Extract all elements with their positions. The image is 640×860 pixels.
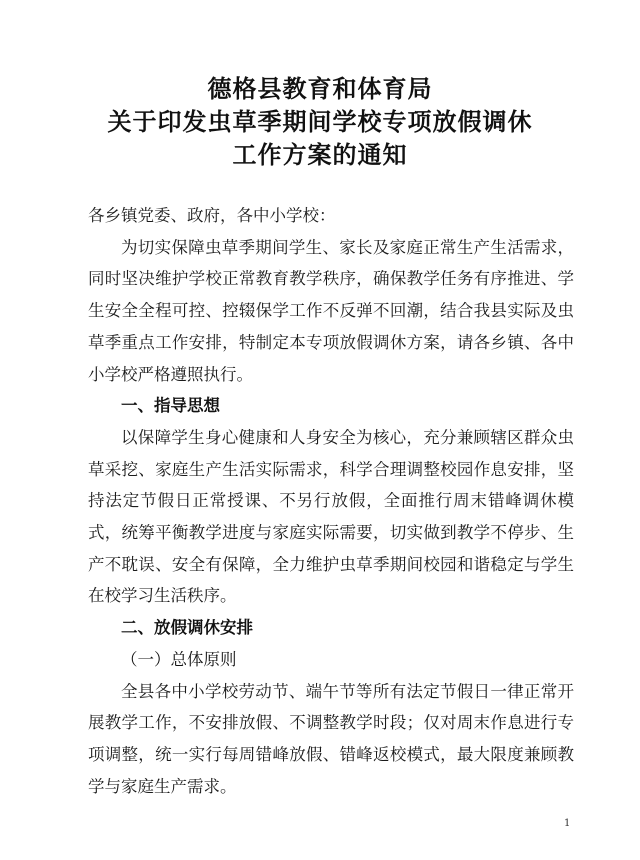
section-1-paragraph: 以保障学生身心健康和人身安全为核心，充分兼顾辖区群众虫草采挖、家庭生产生活实际需求，科学合理调整校园作息安排，坚持法定节假日正常授课、不另行放假，全面推行周末错峰调休模式，统筹平衡教学进度与家庭实际需要，切实做到教学不停步、生产不耽误、安全有保障，全力维护虫草季期间校园和谐稳定与学生在校学习生活秩序。	[88, 427, 574, 606]
page-number: 1	[564, 818, 571, 829]
section-2-heading: 二、放假调休安排	[121, 618, 253, 638]
title-line-1: 德格县教育和体育局	[207, 74, 433, 103]
title-line-2: 关于印发虫草季期间学校专项放假调休	[107, 107, 533, 136]
title-line-3: 工作方案的通知	[232, 140, 408, 169]
document-title	[0, 72, 640, 171]
subsection-1-heading: （一）总体原则	[121, 649, 237, 669]
document-body	[88, 200, 574, 802]
intro-paragraph: 为切实保障虫草季期间学生、家长及家庭正常生产生活需求，同时坚决维护学校正常教育教学秩序，确保教学任务有序推进、学生安全全程可控、控辍保学工作不反弹不回潮，结合我县实际及虫草季重点工作安排，特制定本专项放假调休方案，请各乡镇、各中小学校严格遵照执行。	[88, 237, 574, 384]
salutation: 各乡镇党委、政府，各中小学校：	[88, 206, 336, 225]
section-1-heading: 一、指导思想	[121, 396, 220, 416]
subsection-1-paragraph: 全县各中小学校劳动节、端午节等所有法定节假日一律正常开展教学工作，不安排放假、不调整教学时段；仅对周末作息进行专项调整，统一实行每周错峰放假、错峰返校模式，最大限度兼顾教学与家庭生产需求。	[88, 681, 574, 796]
